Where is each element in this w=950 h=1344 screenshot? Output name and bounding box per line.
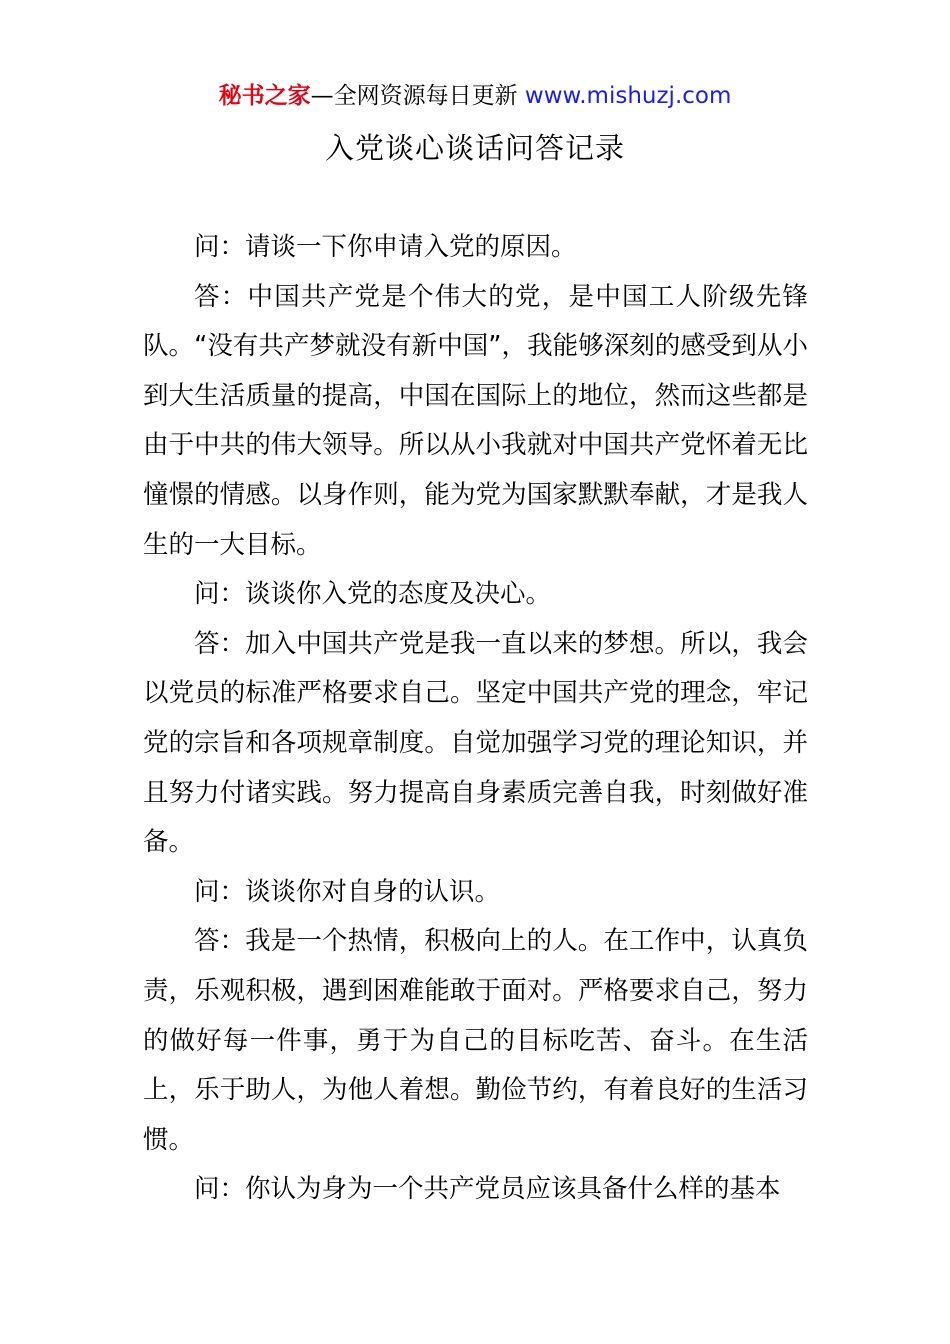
answer-paragraph: 答：中国共产党是个伟大的党，是中国工人阶级先锋队。“没有共产梦就没有新中国”，我能够深刻的感受到从小到大生活质量的提高，中国在国际上的地位，然而这些都是由于中共的伟大领导。所以从小我就对中国共产党怀着无比憧憬的情感。以身作则，能为党为国家默默奉献，才是我人生的一大目标。 [143, 281, 808, 560]
brand-name: 秘书之家 [218, 83, 311, 109]
document-title: 入党谈心谈话问答记录 [324, 131, 625, 165]
question-paragraph: 问：谈谈你入党的态度及决心。 [194, 579, 552, 610]
question-paragraph: 问：谈谈你对自身的认识。 [194, 876, 501, 907]
header-tagline: —全网资源每日更新 [310, 83, 525, 109]
question-paragraph: 问：请谈一下你申请入党的原因。 [194, 232, 577, 262]
question-paragraph: 问：你认为身为一个共产党员应该具备什么样的基本 [194, 1174, 781, 1205]
answer-paragraph: 答：我是一个热情，积极向上的人。在工作中，认真负责，乐观积极，遇到困难能敢于面对。严格要求自己，努力的做好每一件事，勇于为自己的目标吃苦、奋斗。在生活上，乐于助人，为他人着想。勤俭节约，有着良好的生活习惯。 [143, 926, 808, 1155]
site-header [0, 80, 950, 112]
site-url-link[interactable]: www.mishuzj.com [524, 83, 732, 109]
answer-paragraph: 答：加入中国共产党是我一直以来的梦想。所以，我会以党员的标准严格要求自己。坚定中国共产党的理念，牢记党的宗旨和各项规章制度。自觉加强学习党的理论知识，并且努力付诸实践。努力提高自身素质完善自我，时刻做好准备。 [143, 628, 808, 858]
document-body [143, 223, 808, 1215]
